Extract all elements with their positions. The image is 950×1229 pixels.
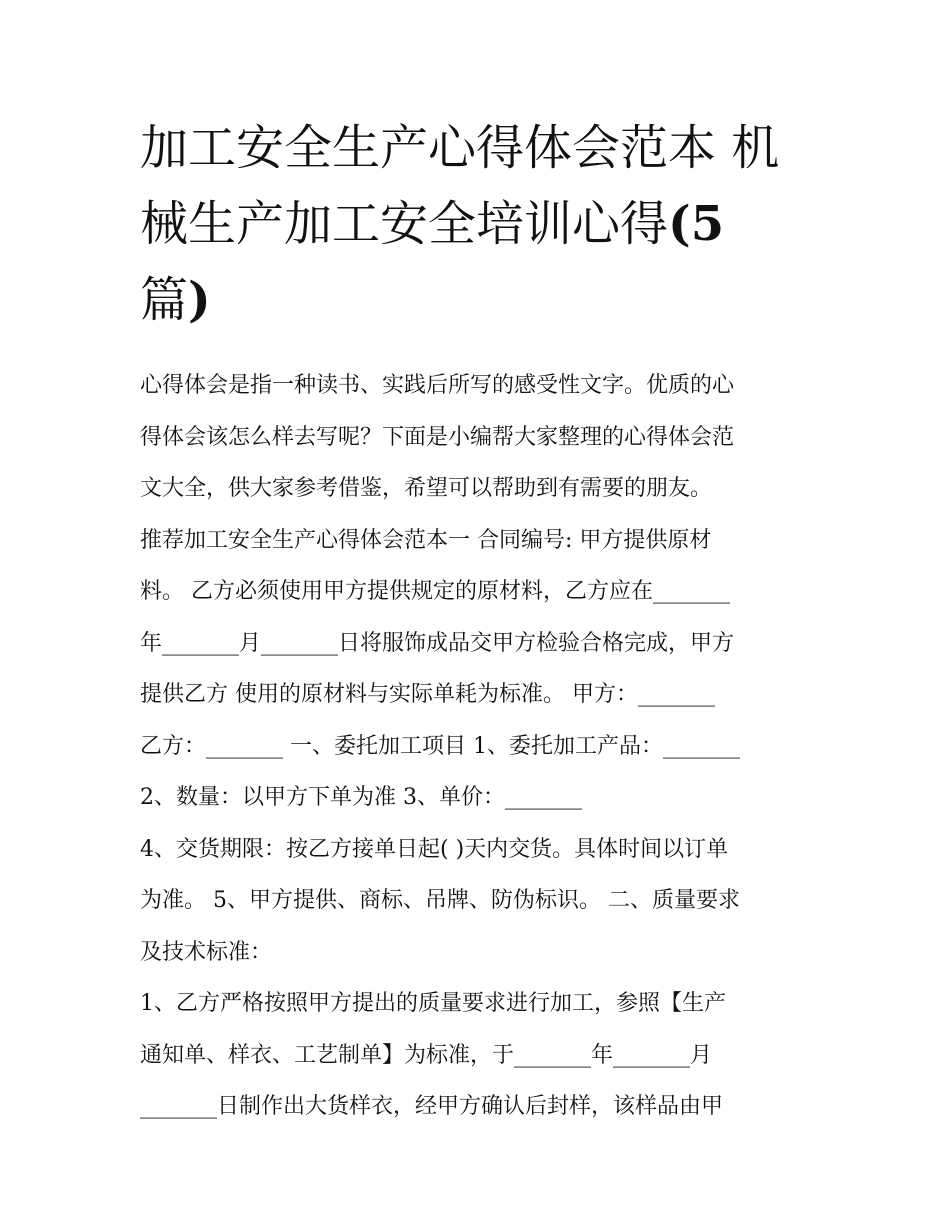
body-line: 及技术标准： [140, 939, 273, 965]
title-line-1-text: 加工安全生产心得体会范本 机 [140, 120, 780, 176]
body-line: 文大全，供大家参考借鉴，希望可以帮助到有需要的朋友。 [140, 476, 713, 501]
body-line: 通知单、样衣、工艺制单】为标准，于_______年_______月 [140, 1042, 713, 1068]
body-line: 提供乙方 使用的原材料与实际单耗为标准。 甲方：_______ [140, 682, 715, 707]
title-line-3-text: 篇 [140, 272, 189, 328]
body-line: 年_______月_______日将服饰成品交甲方检验合格完成，甲方 [140, 630, 735, 656]
body-line: 1、乙方严格按照甲方提出的质量要求进行加工，参照【生产 [140, 991, 726, 1016]
body-line: 为准。 5、甲方提供、商标、吊牌、防伪标识。 二、质量要求 [140, 888, 740, 913]
title-line-2 [140, 186, 820, 262]
document-content [140, 110, 820, 1133]
body-line: 料。 乙方必须使用甲方提供规定的原材料，乙方应在_______ [140, 579, 730, 604]
title-line-3-bold: ) [188, 272, 211, 328]
body-line: 推荐加工安全生产心得体会范本一 合同编号: 甲方提供原材 [140, 527, 712, 553]
body-line: 乙方：_______ 一、委托加工项目 1、委托加工产品：_______ [140, 733, 740, 759]
body-line: _______日制作出大货样衣，经甲方确认后封样，该样品由甲 [140, 1094, 724, 1119]
document-body [140, 360, 820, 1133]
body-line: 4、交货期限：按乙方接单日起( )天内交货。具体时间以订单 [140, 836, 729, 862]
document-title [140, 110, 820, 338]
body-line: 得体会该怎么样去写呢？下面是小编帮大家整理的心得体会范 [140, 424, 735, 450]
body-line: 心得体会是指一种读书、实践后所写的感受性文字。优质的心 [140, 373, 735, 398]
title-line-3 [140, 262, 820, 338]
title-line-2-text: 械生产加工安全培训心得 [140, 196, 669, 252]
title-line-1 [140, 110, 820, 186]
title-line-2-bold: (5 [668, 196, 725, 252]
body-line: 2、数量：以甲方下单为准 3、单价：_______ [140, 785, 582, 810]
